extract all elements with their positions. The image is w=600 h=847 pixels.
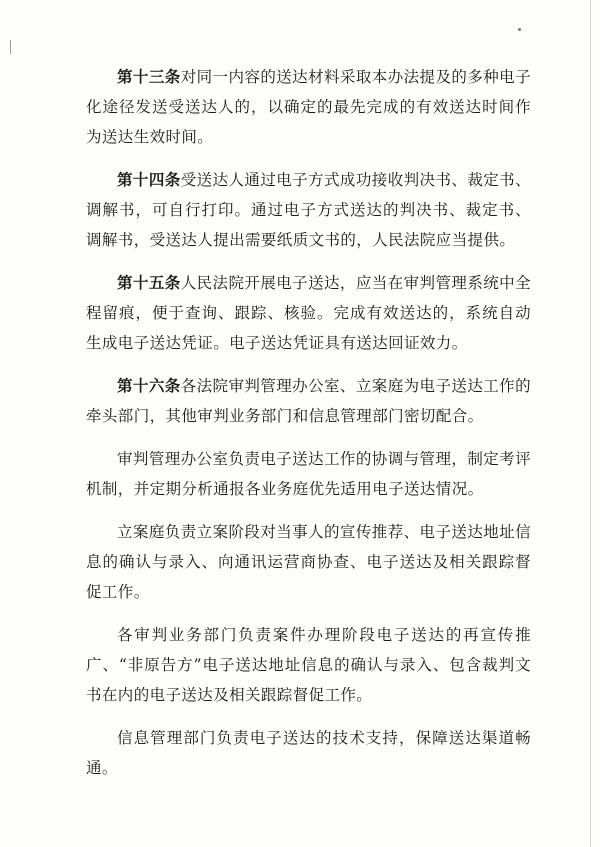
paragraph-filing-division (86, 517, 531, 607)
paragraph-text: 各法院审判管理办公室、立案庭为电子送达工作的牵头部门，其他审判业务部门和信息管理部门密切配合。 (86, 377, 531, 425)
paragraph-article-13 (86, 62, 531, 152)
paragraph-article-16 (86, 371, 531, 431)
article-number: 第十五条 (117, 273, 181, 292)
paragraph-text: 立案庭负责立案阶段对当事人的宣传推荐、电子送达地址信息的确认与录入、向通讯运营商协查、电子送达及相关跟踪督促工作。 (86, 523, 531, 601)
scan-artifact-mark (10, 40, 11, 54)
paragraph-article-14 (86, 165, 531, 255)
article-number: 第十三条 (117, 67, 181, 86)
article-number: 第十六条 (117, 376, 181, 395)
scan-artifact-dot (518, 28, 521, 31)
paragraph-text: 信息管理部门负责电子送达的技术支持，保障送达渠道畅通。 (86, 729, 531, 777)
paragraph-article-15 (86, 268, 531, 358)
paragraph-information-department (86, 723, 531, 783)
paragraph-text: 受送达人通过电子方式成功接收判决书、裁定书、调解书，可自行打印。通过电子方式送达的判决书、裁定书、调解书，受送达人提出需要纸质文书的，人民法院应当提供。 (86, 171, 531, 249)
paragraph-text: 人民法院开展电子送达，应当在审判管理系统中全程留痕，便于查询、跟踪、核验。完成有效送达的，系统自动生成电子送达凭证。电子送达凭证具有送达回证效力。 (86, 274, 531, 352)
paragraph-text: 审判管理办公室负责电子送达工作的协调与管理，制定考评机制，并定期分析通报各业务庭优先适用电子送达情况。 (86, 450, 531, 498)
paragraph-trial-departments (86, 620, 531, 710)
scan-edge-line (590, 0, 591, 847)
document-body (86, 62, 531, 796)
paragraph-trial-management-office (86, 444, 531, 504)
article-number: 第十四条 (117, 170, 181, 189)
paragraph-text: 对同一内容的送达材料采取本办法提及的多种电子化途径发送受送达人的，以确定的最先完成的有效送达时间作为送达生效时间。 (86, 68, 531, 146)
paragraph-text: 各审判业务部门负责案件办理阶段电子送达的再宣传推广、“非原告方”电子送达地址信息的确认与录入、包含裁判文书在内的电子送达及相关跟踪督促工作。 (86, 626, 531, 704)
